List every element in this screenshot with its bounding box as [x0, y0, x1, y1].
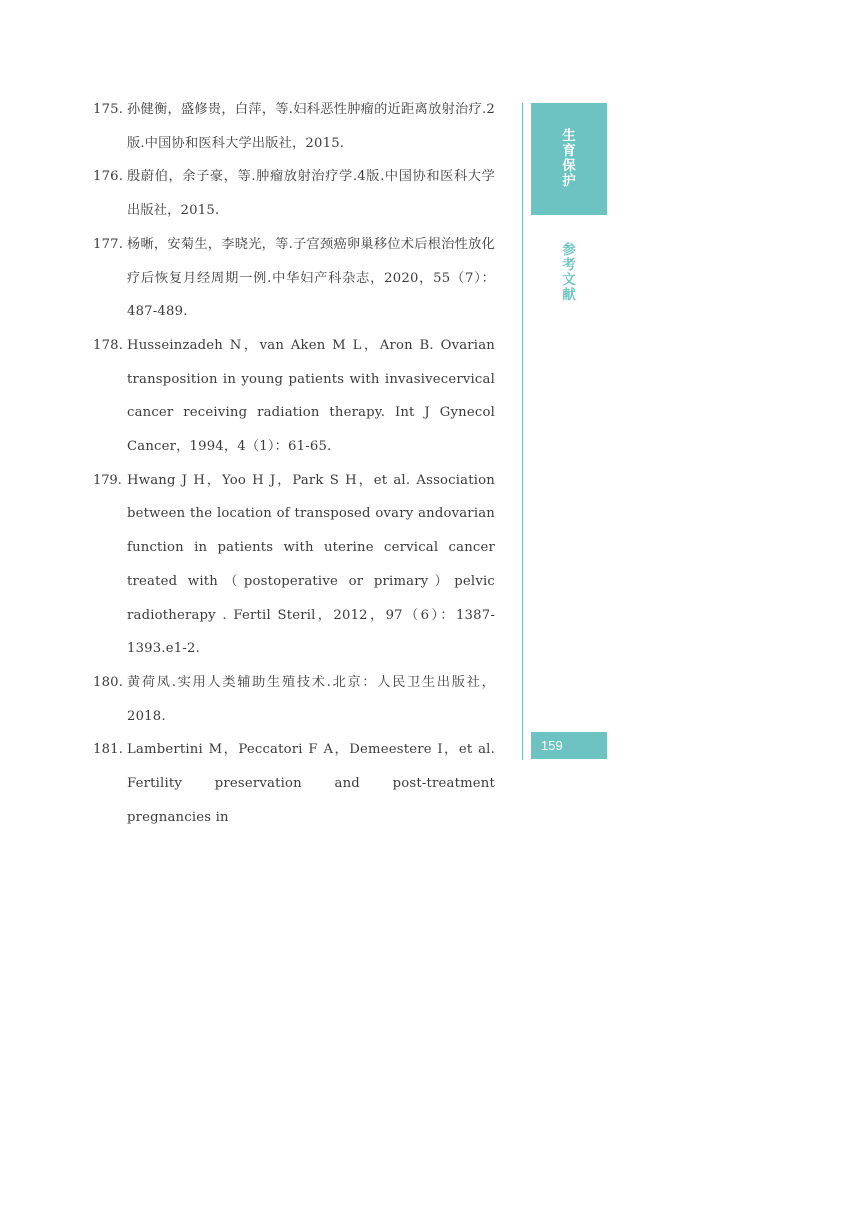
reference-text: 杨晰，安菊生，李晓光，等.子宫颈癌卵巢移位术后根治性放化疗后恢复月经周期一例.中华妇产科杂志，2020，55（7）：487-489.: [127, 236, 495, 320]
reference-item: [93, 464, 495, 666]
section-tab-label: 生育保护: [562, 128, 576, 189]
reference-number: 179.: [93, 472, 122, 488]
reference-number: 177.: [93, 236, 124, 252]
reference-text: 孙健衡，盛修贵，白萍，等.妇科恶性肿瘤的近距离放射治疗.2版.中国协和医科大学出版社，2015.: [127, 102, 495, 151]
reference-number: 181.: [93, 742, 124, 758]
reference-item: [93, 733, 495, 834]
reference-item: [93, 666, 495, 733]
reference-item: [93, 329, 495, 464]
margin-divider-line: [522, 103, 523, 760]
reference-list: [93, 93, 495, 834]
reference-text: Husseinzadeh N，van Aken M L，Aron B. Ovarian transposition in young patients with invasivecervical cancer receiving radiation therapy. Int J Gynecol Cancer，1994，4（1）：61-65.: [127, 337, 495, 455]
reference-number: 175.: [93, 102, 124, 117]
reference-text: 殷蔚伯，余子豪，等.肿瘤放射治疗学.4版.中国协和医科大学出版社，2015.: [127, 169, 495, 219]
chapter-label-text: 参考文献: [562, 242, 576, 303]
section-tab: [531, 103, 607, 215]
reference-text: Lambertini M，Peccatori F A，Demeestere I，et al. Fertility preservation and post-treatment pregnancies in: [127, 742, 495, 825]
reference-number: 176.: [93, 169, 124, 185]
reference-item: [93, 160, 495, 227]
reference-number: 178.: [93, 337, 124, 353]
reference-number: 180.: [93, 674, 124, 690]
page-number-badge: [531, 732, 607, 759]
page-number: 159: [541, 738, 563, 753]
reference-text: 黄荷凤.实用人类辅助生殖技术.北京：人民卫生出版社，2018.: [127, 674, 495, 724]
chapter-label: [531, 243, 607, 303]
reference-item: [93, 93, 495, 160]
reference-item: [93, 228, 495, 329]
reference-text: Hwang J H，Yoo H J，Park S H，et al. Association between the location of transposed ovary andovarian function in patients with uterine cervical cancer treated with（postoperative or primary）pelvic radiotherapy . Fertil Steril，2012，97（6）：1387-1393.e1-2.: [127, 472, 495, 657]
